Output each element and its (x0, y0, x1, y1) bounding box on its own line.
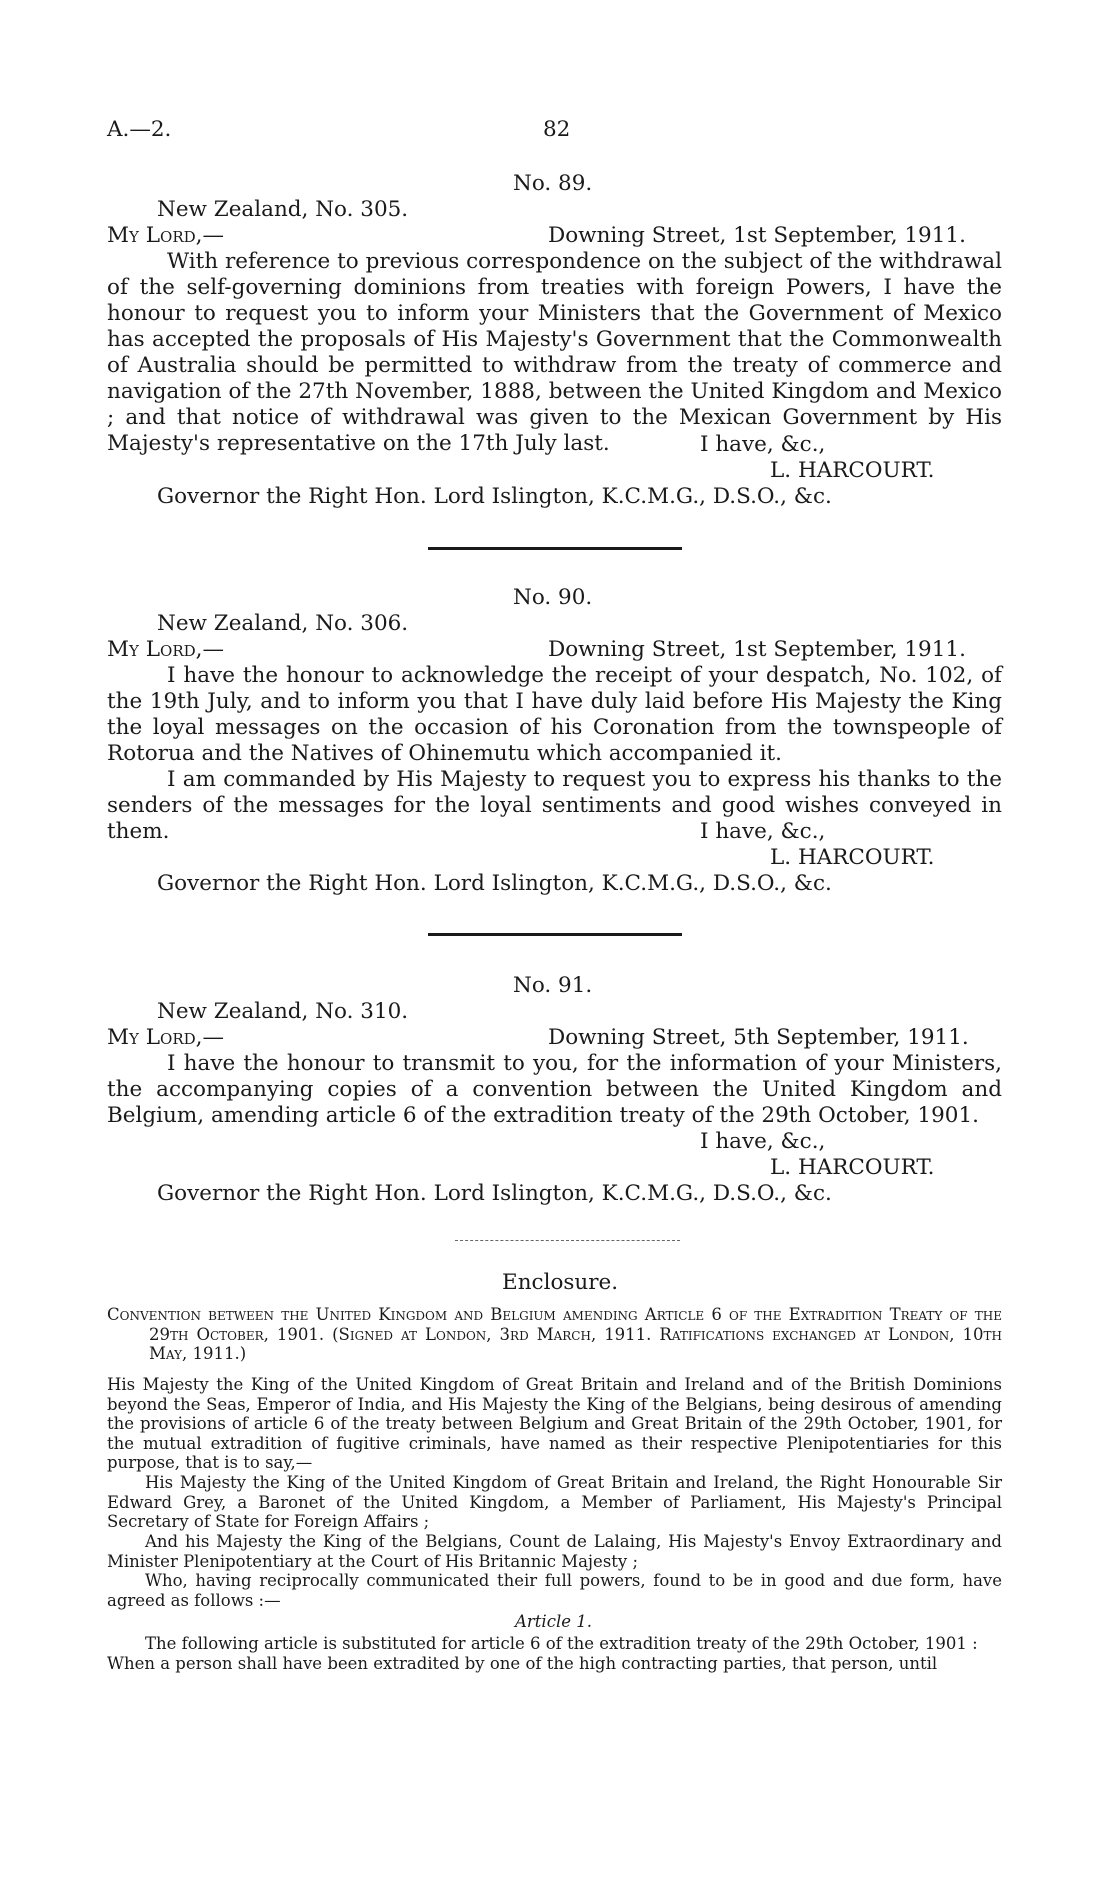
enclosure-paragraph: And his Majesty the King of the Belgians, Count de Lalaing, His Majesty's Envoy Extraordinary and Minister Plenipotentiary at the Court of His Britannic Majesty ; (107, 1532, 1002, 1571)
addressee: Governor the Right Hon. Lord Islington, K.C.M.G., D.S.O., &c. (157, 871, 832, 896)
letter-paragraph: I have the honour to acknowledge the receipt of your despatch, No. 102, of the 19th July, and to inform you that I have duly laid before His Majesty the King the loyal messages on the occasion of his Coronation from the townspeople of Rotorua and the Natives of Ohinemutu which accompanied it. (107, 663, 1002, 766)
enclosure-heading: Enclosure. (502, 1270, 619, 1295)
letter-paragraph: With reference to previous correspondence on the subject of the withdrawal of the self-governing dominions from treaties with foreign Powers, I have the honour to request you to inform your Ministers that the Government of Mexico has accepted the proposals of His Majesty's Government that the Commonwealth of Australia should be permitted to withdraw from the treaty of commerce and navigation of the 27th November, 1888, between the United Kingdom and Mexico ; and that notice of withdrawal was given to the Mexican Government by His Majesty's representative on the 17th July last. (107, 249, 1002, 456)
letter-reference: New Zealand, No. 310. (157, 999, 409, 1024)
salutation: My Lord,— (107, 1025, 224, 1050)
letter-number: No. 90. (513, 585, 593, 610)
enclosure-paragraph: Who, having reciprocally communicated their full powers, found to be in good and due form, have agreed as follows :— (107, 1571, 1002, 1610)
letter-paragraph: I am commanded by His Majesty to request you to express his thanks to the senders of the messages for the loyal sentiments and good wishes conveyed in them. (107, 767, 1002, 844)
closing: I have, &c., (700, 819, 826, 844)
signature: L. HARCOURT. (770, 1155, 935, 1180)
signature: L. HARCOURT. (770, 845, 935, 870)
salutation: My Lord,— (107, 223, 224, 248)
signature: L. HARCOURT. (770, 458, 935, 483)
enclosure-title: Convention between the United Kingdom and Belgium amending Article 6 of the Extradition Treaty of the 29th October, 1901. (Signed at London, 3rd March, 1911. Ratifications exchanged at London, 10th May, 1911.) (107, 1305, 1002, 1363)
letter-number: No. 91. (513, 973, 593, 998)
addressee: Governor the Right Hon. Lord Islington, K.C.M.G., D.S.O., &c. (157, 1181, 832, 1206)
enclosure-paragraph: His Majesty the King of the United Kingdom of Great Britain and Ireland and of the British Dominions beyond the Seas, Emperor of India, and His Majesty the King of the Belgians, being desirous of amending the provisions of article 6 of the treaty between Belgium and Great Britain of the 29th October, 1901, for the mutual extradition of fugitive criminals, have named as their respective Plenipotentiaries for this purpose, that is to say,— (107, 1375, 1002, 1472)
document-reference: A.—2. (107, 117, 172, 142)
place-date: Downing Street, 1st September, 1911. (548, 223, 966, 248)
place-date: Downing Street, 1st September, 1911. (548, 637, 966, 662)
closing: I have, &c., (700, 432, 826, 457)
section-divider (428, 933, 682, 936)
letter-reference: New Zealand, No. 306. (157, 611, 409, 636)
article-heading: Article 1. (515, 1612, 592, 1631)
article-paragraph: The following article is substituted for article 6 of the extradition treaty of the 29th October, 1901 : (145, 1634, 978, 1653)
place-date: Downing Street, 5th September, 1911. (548, 1025, 969, 1050)
enclosure-paragraph: His Majesty the King of the United Kingdom of Great Britain and Ireland, the Right Honourable Sir Edward Grey, a Baronet of the United Kingdom, a Member of Parliament, His Majesty's Principal Secretary of State for Foreign Affairs ; (107, 1473, 1002, 1531)
section-divider (428, 547, 682, 550)
closing: I have, &c., (700, 1129, 826, 1154)
letter-paragraph: I have the honour to transmit to you, for the information of your Ministers, the accompanying copies of a convention between the United Kingdom and Belgium, amending article 6 of the extradition treaty of the 29th October, 1901. (107, 1051, 1002, 1128)
addressee: Governor the Right Hon. Lord Islington, K.C.M.G., D.S.O., &c. (157, 484, 832, 509)
salutation: My Lord,— (107, 637, 224, 662)
letter-number: No. 89. (513, 171, 593, 196)
article-paragraph: When a person shall have been extradited by one of the high contracting parties, that person, until (107, 1654, 938, 1673)
letter-reference: New Zealand, No. 305. (157, 197, 409, 222)
page-number: 82 (543, 117, 571, 142)
dotted-divider (455, 1240, 680, 1241)
